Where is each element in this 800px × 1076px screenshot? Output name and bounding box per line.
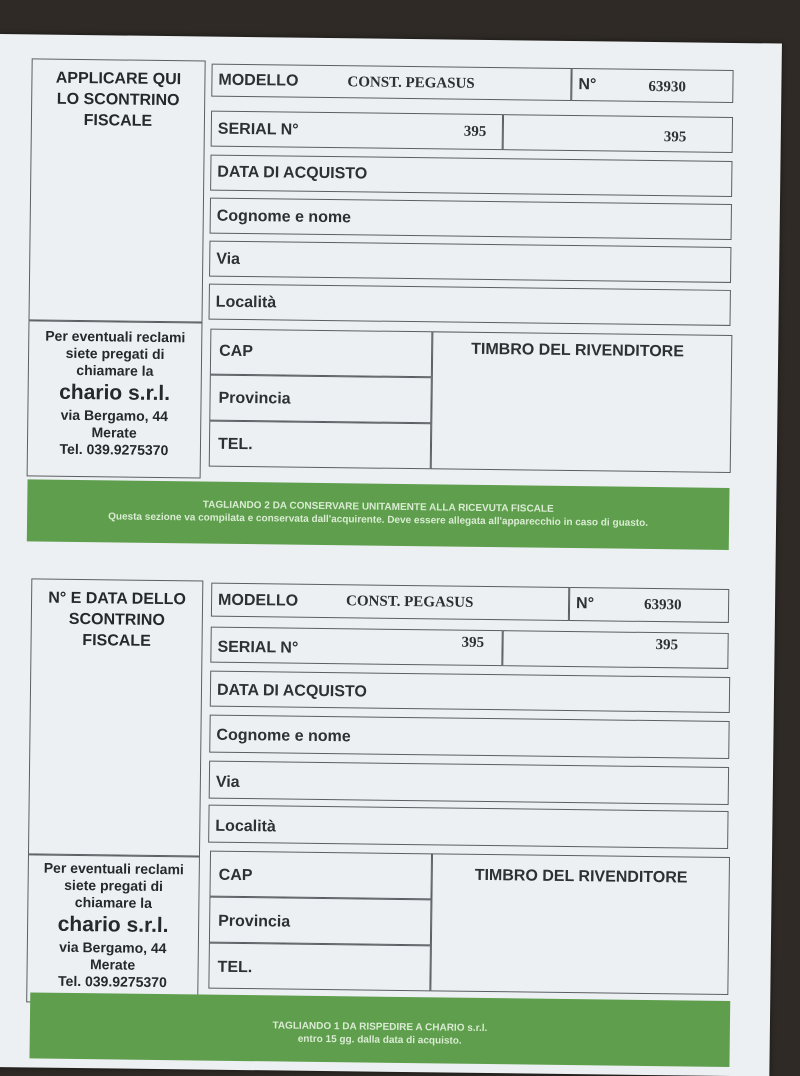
cut-instruction-banner (27, 479, 730, 550)
contact-line: chiamare la (74, 893, 153, 911)
warranty-card-sheet (0, 34, 782, 1076)
province-field[interactable] (209, 375, 432, 424)
dealer-stamp-area[interactable] (430, 853, 730, 995)
city-label: Località (215, 817, 276, 836)
name-label: Cognome e nome (216, 726, 351, 746)
dealer-stamp-label: TIMBRO DEL RIVENDITORE (471, 340, 685, 361)
phone-field[interactable] (209, 421, 432, 470)
header-line: FISCALE (82, 632, 151, 650)
phone-line: Tel. 039.9275370 (59, 440, 169, 459)
banner-line: TAGLIANDO 1 DA RISPEDIRE A CHARIO s.r.l. (272, 1020, 488, 1035)
city-field[interactable] (209, 284, 731, 326)
purchase-date-label: DATA DI ACQUISTO (217, 163, 368, 183)
name-label: Cognome e nome (216, 207, 352, 227)
numero-value: 63930 (648, 78, 686, 96)
contact-line: Per eventuali reclami (43, 859, 184, 878)
banner-line: Questa sezione va compilata e conservata dall'acquirente. Deve essere allegata all'apparecchio in caso di guasto. (108, 511, 649, 529)
header-line: FISCALE (83, 112, 153, 130)
phone-label: TEL. (217, 958, 253, 977)
address-line: via Bergamo, 44 (59, 938, 167, 957)
province-label: Provincia (218, 389, 291, 408)
serial-value: 395 (663, 129, 687, 146)
modello-value: CONST. PEGASUS (347, 74, 475, 92)
name-field[interactable] (210, 198, 732, 240)
contact-panel (26, 854, 200, 1004)
modello-field[interactable] (211, 583, 569, 621)
cut-instruction-banner (29, 992, 730, 1067)
serial-field-2[interactable] (503, 114, 733, 153)
dealer-stamp-label: TIMBRO DEL RIVENDITORE (474, 866, 688, 887)
contact-line: Per eventuali reclami (45, 327, 186, 346)
company-name: chario s.r.l. (57, 912, 169, 938)
phone-label: TEL. (217, 435, 253, 454)
address-line: Merate (91, 424, 137, 441)
serial-label: SERIAL N° (217, 638, 299, 657)
address-line: Merate (89, 956, 136, 973)
cap-field[interactable] (210, 329, 433, 378)
numero-label: N° (575, 595, 595, 613)
serial-value: 395 (655, 637, 679, 654)
cap-field[interactable] (209, 851, 432, 900)
address-line: via Bergamo, 44 (60, 406, 169, 425)
purchase-date-label: DATA DI ACQUISTO (216, 681, 368, 701)
dealer-stamp-area[interactable] (431, 331, 733, 473)
serial-field[interactable] (211, 111, 503, 151)
street-label: Via (215, 773, 240, 791)
purchase-date-field[interactable] (210, 155, 732, 197)
contact-panel (27, 320, 203, 478)
serial-value: 395 (463, 123, 487, 140)
serial-label: SERIAL N° (217, 120, 299, 139)
province-field[interactable] (209, 897, 432, 946)
receipt-attach-area (29, 58, 206, 322)
receipt-attach-header (32, 67, 205, 132)
numero-value: 63930 (643, 596, 682, 614)
serial-value: 395 (461, 634, 485, 651)
header-line: N° E DATA DELLO (48, 589, 187, 609)
modello-value: CONST. PEGASUS (345, 593, 474, 611)
contact-line: siete pregati di (64, 876, 164, 895)
phone-field[interactable] (208, 943, 431, 992)
coupon-bottom (0, 558, 776, 1047)
receipt-number-header (31, 587, 202, 652)
cap-label: CAP (218, 866, 253, 885)
modello-label: MODELLO (217, 591, 299, 610)
numero-label: N° (578, 76, 597, 94)
street-field[interactable] (209, 241, 731, 283)
street-field[interactable] (209, 761, 729, 805)
name-field[interactable] (209, 715, 729, 759)
numero-field[interactable] (571, 68, 733, 103)
street-label: Via (216, 250, 241, 268)
cap-label: CAP (219, 342, 254, 361)
numero-field[interactable] (569, 587, 729, 623)
purchase-date-field[interactable] (210, 671, 730, 713)
serial-field[interactable] (210, 627, 502, 667)
banner-line: TAGLIANDO 2 DA CONSERVARE UNITAMENTE ALLA RICEVUTA FISCALE (202, 499, 554, 515)
serial-field-2[interactable] (502, 630, 728, 669)
contact-line: siete pregati di (65, 344, 165, 363)
coupon-top (0, 34, 782, 529)
contact-line: chiamare la (76, 361, 154, 379)
province-label: Provincia (218, 912, 291, 931)
banner-line: entro 15 gg. dalla data di acquisto. (297, 1033, 462, 1047)
city-field[interactable] (208, 805, 728, 849)
phone-line: Tel. 039.9275370 (57, 972, 167, 991)
receipt-number-area (28, 578, 203, 856)
modello-field[interactable] (211, 64, 571, 101)
header-line: SCONTRINO (68, 610, 165, 630)
company-name: chario s.r.l. (59, 380, 171, 406)
city-label: Località (215, 293, 277, 312)
header-line: APPLICARE QUI (55, 69, 182, 89)
header-line: LO SCONTRINO (56, 90, 180, 110)
modello-label: MODELLO (218, 71, 299, 90)
